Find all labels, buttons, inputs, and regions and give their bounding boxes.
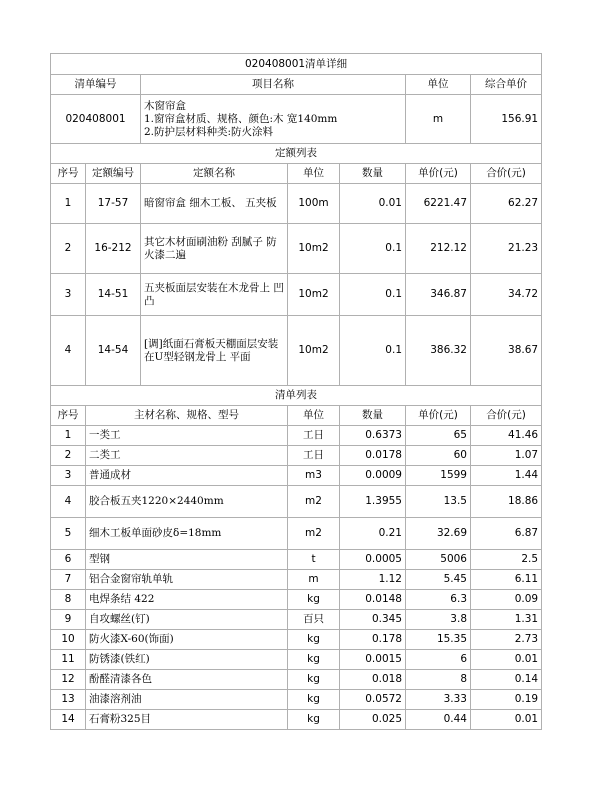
quota-name: [调]纸面石膏板天棚面层安装在U型轻钢龙骨上 平面	[141, 316, 288, 386]
quota-code: 14-54	[86, 316, 141, 386]
list-price: 5006	[406, 550, 471, 570]
item-name	[141, 95, 406, 144]
quota-qty: 0.1	[340, 316, 406, 386]
list-name: 电焊条结 422	[86, 590, 288, 610]
quota-price: 212.12	[406, 224, 471, 274]
list-price: 3.33	[406, 690, 471, 710]
list-total: 6.11	[471, 570, 542, 590]
list-price: 8	[406, 670, 471, 690]
list-total: 1.07	[471, 446, 542, 466]
list-unit: 百只	[288, 610, 340, 630]
list-name: 自攻螺丝(钉)	[86, 610, 288, 630]
list-no: 1	[51, 426, 86, 446]
list-unit: kg	[288, 590, 340, 610]
quota-total: 34.72	[471, 274, 542, 316]
list-no: 12	[51, 670, 86, 690]
list-name: 普通成材	[86, 466, 288, 486]
list-total: 0.01	[471, 710, 542, 730]
list-total: 41.46	[471, 426, 542, 446]
list-row	[51, 486, 542, 518]
page-title: 020408001清单详细	[51, 54, 542, 75]
list-qty: 0.0015	[340, 650, 406, 670]
list-unit: m2	[288, 486, 340, 518]
list-name: 型钢	[86, 550, 288, 570]
list-total: 18.86	[471, 486, 542, 518]
header-unit: 单位	[406, 75, 471, 95]
quota-section-title: 定额列表	[51, 144, 542, 164]
list-row	[51, 426, 542, 446]
list-qty: 0.0009	[340, 466, 406, 486]
quota-row	[51, 274, 542, 316]
quota-qty: 0.01	[340, 184, 406, 224]
list-total: 1.31	[471, 610, 542, 630]
quota-name: 其它木材面刷油粉 刮腻子 防火漆二遍	[141, 224, 288, 274]
quota-price: 386.32	[406, 316, 471, 386]
list-name: 一类工	[86, 426, 288, 446]
list-header-row	[51, 406, 542, 426]
quota-row	[51, 184, 542, 224]
list-price: 6.3	[406, 590, 471, 610]
list-price: 15.35	[406, 630, 471, 650]
quota-detail-sheet	[50, 53, 541, 730]
quota-code: 17-57	[86, 184, 141, 224]
list-total: 0.01	[471, 650, 542, 670]
quota-no: 3	[51, 274, 86, 316]
list-section-title: 清单列表	[51, 386, 542, 406]
list-row	[51, 670, 542, 690]
list-price: 5.45	[406, 570, 471, 590]
header-name: 项目名称	[141, 75, 406, 95]
quota-name: 五夹板面层安装在木龙骨上 凹凸	[141, 274, 288, 316]
list-total: 0.14	[471, 670, 542, 690]
header-code: 清单编号	[51, 75, 141, 95]
list-header-qty: 数量	[340, 406, 406, 426]
quota-header-total: 合价(元)	[471, 164, 542, 184]
quota-header-no: 序号	[51, 164, 86, 184]
list-unit: m3	[288, 466, 340, 486]
list-qty: 0.0148	[340, 590, 406, 610]
list-no: 8	[51, 590, 86, 610]
quota-header-unit: 单位	[288, 164, 340, 184]
list-name: 胶合板五夹1220×2440mm	[86, 486, 288, 518]
quota-header-code: 定额编号	[86, 164, 141, 184]
list-price: 6	[406, 650, 471, 670]
list-qty: 0.345	[340, 610, 406, 630]
list-total: 6.87	[471, 518, 542, 550]
list-row	[51, 570, 542, 590]
quota-price: 346.87	[406, 274, 471, 316]
list-qty: 0.0572	[340, 690, 406, 710]
item-name-line-1: 木窗帘盒	[144, 99, 186, 112]
list-unit: 工日	[288, 426, 340, 446]
quota-unit: 100m	[288, 184, 340, 224]
quota-code: 16-212	[86, 224, 141, 274]
list-row	[51, 690, 542, 710]
quota-unit: 10m2	[288, 274, 340, 316]
list-name: 防火漆X-60(饰面)	[86, 630, 288, 650]
list-row	[51, 550, 542, 570]
quota-row	[51, 224, 542, 274]
list-qty: 0.21	[340, 518, 406, 550]
list-price: 65	[406, 426, 471, 446]
list-header-name: 主材名称、规格、型号	[86, 406, 288, 426]
list-price: 13.5	[406, 486, 471, 518]
list-row	[51, 518, 542, 550]
quota-no: 1	[51, 184, 86, 224]
quota-name: 暗窗帘盒 细木工板、 五夹板	[141, 184, 288, 224]
list-total: 2.5	[471, 550, 542, 570]
list-row	[51, 610, 542, 630]
quota-no: 4	[51, 316, 86, 386]
list-no: 11	[51, 650, 86, 670]
list-row	[51, 710, 542, 730]
list-no: 7	[51, 570, 86, 590]
list-row	[51, 630, 542, 650]
item-name-line-3: 2.防护层材料种类:防火涂料	[144, 125, 274, 138]
list-name: 细木工板单面砂皮δ=18mm	[86, 518, 288, 550]
item-price: 156.91	[471, 95, 542, 144]
quota-qty: 0.1	[340, 224, 406, 274]
list-no: 9	[51, 610, 86, 630]
list-name: 石膏粉325目	[86, 710, 288, 730]
quota-header-price: 单价(元)	[406, 164, 471, 184]
list-price: 60	[406, 446, 471, 466]
list-total: 0.09	[471, 590, 542, 610]
list-no: 3	[51, 466, 86, 486]
quota-row	[51, 316, 542, 386]
list-name: 铝合金窗帘轨单轨	[86, 570, 288, 590]
list-header-unit: 单位	[288, 406, 340, 426]
list-no: 5	[51, 518, 86, 550]
list-price: 0.44	[406, 710, 471, 730]
quota-header-row	[51, 164, 542, 184]
list-row	[51, 466, 542, 486]
list-qty: 0.6373	[340, 426, 406, 446]
list-no: 4	[51, 486, 86, 518]
list-no: 13	[51, 690, 86, 710]
list-no: 10	[51, 630, 86, 650]
list-total: 2.73	[471, 630, 542, 650]
list-qty: 0.0005	[340, 550, 406, 570]
list-qty: 0.018	[340, 670, 406, 690]
list-unit: 工日	[288, 446, 340, 466]
quota-no: 2	[51, 224, 86, 274]
list-row	[51, 446, 542, 466]
quota-total: 62.27	[471, 184, 542, 224]
list-no: 14	[51, 710, 86, 730]
quota-header-qty: 数量	[340, 164, 406, 184]
list-name: 防锈漆(铁红)	[86, 650, 288, 670]
list-unit: kg	[288, 630, 340, 650]
quota-unit: 10m2	[288, 316, 340, 386]
list-price: 3.8	[406, 610, 471, 630]
list-total: 0.19	[471, 690, 542, 710]
quota-total: 38.67	[471, 316, 542, 386]
list-qty: 1.12	[340, 570, 406, 590]
list-unit: m	[288, 570, 340, 590]
quota-code: 14-51	[86, 274, 141, 316]
list-name: 二类工	[86, 446, 288, 466]
list-qty: 0.025	[340, 710, 406, 730]
quota-qty: 0.1	[340, 274, 406, 316]
header-price: 综合单价	[471, 75, 542, 95]
list-unit: kg	[288, 650, 340, 670]
list-price: 32.69	[406, 518, 471, 550]
list-row	[51, 650, 542, 670]
list-unit: m2	[288, 518, 340, 550]
list-unit: kg	[288, 670, 340, 690]
list-row	[51, 590, 542, 610]
item-unit: m	[406, 95, 471, 144]
list-price: 1599	[406, 466, 471, 486]
list-no: 6	[51, 550, 86, 570]
detail-table	[50, 53, 542, 730]
list-name: 酚醛清漆各色	[86, 670, 288, 690]
list-header-no: 序号	[51, 406, 86, 426]
quota-price: 6221.47	[406, 184, 471, 224]
list-qty: 1.3955	[340, 486, 406, 518]
list-no: 2	[51, 446, 86, 466]
list-rows	[51, 426, 542, 730]
list-name: 油漆溶剂油	[86, 690, 288, 710]
list-header-price: 单价(元)	[406, 406, 471, 426]
list-qty: 0.0178	[340, 446, 406, 466]
quota-header-name: 定额名称	[141, 164, 288, 184]
quota-unit: 10m2	[288, 224, 340, 274]
quota-total: 21.23	[471, 224, 542, 274]
list-total: 1.44	[471, 466, 542, 486]
item-name-line-2: 1.窗帘盒材质、规格、颜色:木 宽140mm	[144, 112, 338, 125]
list-unit: kg	[288, 710, 340, 730]
list-qty: 0.178	[340, 630, 406, 650]
item-code: 020408001	[51, 95, 141, 144]
list-unit: kg	[288, 690, 340, 710]
list-header-total: 合价(元)	[471, 406, 542, 426]
list-unit: t	[288, 550, 340, 570]
